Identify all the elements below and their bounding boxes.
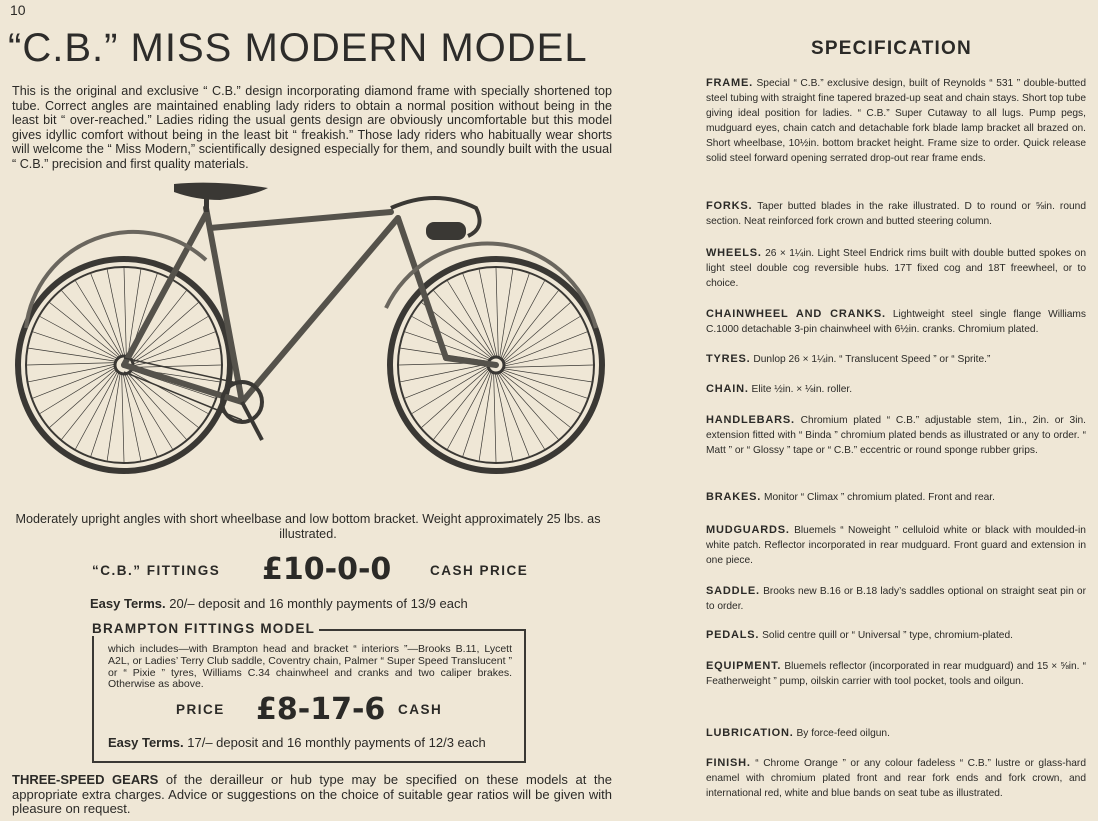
spoke [28, 348, 116, 361]
spoke [504, 365, 593, 367]
spec-text: Bluemels reflector (incorporated in rear mudguard) and 15 × ⅝in. “ Featherweight ” pump, oilskin carrier with tool pocket, tools and oilgun. [706, 661, 1086, 687]
saddle-and-bars [174, 183, 480, 240]
spoke [124, 268, 126, 357]
spoke [107, 372, 120, 460]
spec-heading: LUBRICATION. [706, 727, 794, 739]
spoke [33, 332, 118, 360]
spec-text: Lightweight steel single flange Williams C.1000 detachable 3-pin chainwheel with 6½in. cranks. Chromium plated. [706, 309, 1086, 335]
spec-text: Brooks new B.16 or B.18 lady’s saddles optional on straight seat pin or to order. [706, 586, 1086, 612]
cb-fittings-label: “C.B.” FITTINGS [92, 563, 221, 578]
spec-item-lubrication [706, 726, 1086, 741]
spoke [498, 373, 545, 449]
spoke [33, 365, 116, 398]
spoke [463, 274, 496, 357]
spoke [27, 363, 116, 365]
spec-item-wheels [706, 246, 1086, 291]
spec-heading: WHEELS. [706, 247, 762, 259]
brampton-price: £8-17-6 [256, 692, 386, 727]
spec-item-saddle [706, 584, 1086, 614]
spoke [126, 373, 173, 449]
spec-heading: SADDLE. [706, 585, 760, 597]
page-title: “C.B.” MISS MODERN MODEL [8, 26, 588, 70]
spec-item-mudguards [706, 523, 1086, 568]
spoke [479, 372, 492, 460]
spec-item-brakes [706, 490, 1086, 505]
intro-paragraph: This is the original and exclusive “ C.B.” design incorporating diamond frame with specially shortened top tube. Correct angles are maintained enabling lady riders to obtain a normal position without being in the least bit “ over-reached.” Ladies riding the usual gents design are obviously uncomfortable but this model gives idyllic comfort without being in the least bit “ freakish.” Those lady riders who habitually wear shorts will welcome the “ Miss Modern,” scientifically designed especially for them, and soundly built with the usual “ C.B.” precision and first quality materials. [12, 84, 612, 171]
mudguards [26, 232, 596, 328]
brampton-easy-terms [108, 735, 486, 750]
brampton-description: which includes—with Brampton head and bracket “ interiors ”—Brooks B.11, Lycett A2L, or Ladies’ Terry Club saddle, Coventry chain, Palmer “ Super Speed Translucent ” or “ Pixie ” tyres, Williams C.34 chainwheel and cranks and two caliper brakes. Otherwise as above. [108, 643, 512, 691]
spoke [504, 317, 580, 364]
spoke [132, 332, 215, 365]
spec-heading: FORKS. [706, 200, 753, 212]
spec-item-tyres [706, 352, 1086, 367]
spoke [504, 348, 592, 366]
easy-terms-label: Easy Terms. [90, 596, 166, 611]
cash-price-label: CASH PRICE [430, 563, 529, 578]
spoke [499, 372, 558, 439]
spoke [50, 303, 120, 359]
spec-text: Monitor “ Climax ” chromium plated. Front and rear. [763, 492, 995, 503]
spec-heading: CHAINWHEEL AND CRANKS. [706, 308, 886, 320]
spec-heading: FINISH. [706, 757, 751, 769]
spoke [463, 371, 491, 456]
spoke [50, 368, 117, 427]
spoke [479, 269, 497, 357]
spec-heading: BRAKES. [706, 491, 762, 503]
brampton-price-label: PRICE [176, 702, 225, 717]
spoke [91, 371, 119, 456]
spec-heading: EQUIPMENT. [706, 660, 782, 672]
spoke [124, 373, 157, 456]
gears-paragraph [12, 773, 612, 817]
spec-item-forks [706, 199, 1086, 229]
easy-terms-label: Easy Terms. [108, 735, 184, 750]
spec-text: Dunlop 26 × 1¼in. “ Translucent Speed ” or “ Sprite.” [753, 354, 991, 365]
spoke [496, 268, 498, 357]
spec-text: Solid centre quill or “ Universal ” type, chromium-plated. [762, 630, 1013, 641]
spoke [494, 373, 496, 462]
spoke [62, 369, 118, 439]
spec-text: 26 × 1¼in. Light Steel Endrick rims built with double butted spokes on light steel double cog reversible hubs. 17T fixed cog and 18T freewheel, or to choice. [706, 248, 1086, 289]
spec-item-finish [706, 756, 1086, 801]
spoke [107, 269, 125, 357]
spoke [496, 373, 529, 456]
spoke [91, 274, 124, 357]
spoke [448, 281, 495, 357]
spoke [123, 373, 141, 461]
easy-terms-text: 20/– deposit and 16 monthly payments of 13/9 each [165, 596, 468, 611]
spoke [500, 269, 513, 357]
spoke [400, 364, 488, 382]
specification-title: SPECIFICATION [811, 38, 972, 59]
spoke [500, 372, 570, 428]
spoke [504, 332, 587, 365]
spoke [501, 274, 529, 359]
easy-terms-text: 17/– deposit and 16 monthly payments of 12/3 each [183, 735, 486, 750]
page-number: 10 [10, 2, 26, 18]
brampton-cash-label: CASH [398, 702, 443, 717]
gears-heading: THREE-SPEED GEARS [12, 772, 159, 787]
spec-item-pedals [706, 628, 1086, 643]
spoke [502, 370, 587, 398]
spec-heading: MUDGUARDS. [706, 524, 790, 536]
illustration-caption: Moderately upright angles with short wheelbase and low bottom bracket. Weight approximately 25 lbs. as illustrated. [15, 512, 601, 541]
spoke [412, 367, 488, 414]
spec-item-chainwheel [706, 307, 1086, 337]
spoke [62, 291, 121, 358]
spoke [28, 364, 116, 382]
spoke [132, 365, 221, 367]
cb-fittings-price: £10-0-0 [262, 552, 392, 587]
spoke [122, 373, 124, 462]
brampton-title: BRAMPTON FITTINGS MODEL [92, 621, 319, 636]
spec-text: Chromium plated “ C.B.” adjustable stem, 1in., 2in. or 3in. extension fitted with “ Binda ” chromium plated bends as illustrated or any to order. “ Matt ” or “ Glossy ” tape or “ C.B.” eccentric or round sponge rubber grips. [706, 415, 1086, 456]
spoke [405, 365, 488, 398]
spec-heading: CHAIN. [706, 383, 749, 395]
cb-easy-terms [90, 596, 468, 611]
spoke [76, 281, 123, 357]
spoke [495, 373, 513, 461]
spec-item-handlebars [706, 413, 1086, 458]
spec-heading: TYRES. [706, 353, 751, 365]
spec-text: Bluemels “ Noweight ” celluloid white or black with moulded-in white patch. Reflector incorporated in rear mudguard. Front guard and extension in one piece. [706, 525, 1086, 566]
spec-text: Special “ C.B.” exclusive design, built of Reynolds “ 531 ” double-butted steel tubing with straight fine tapered brazed-up seat and chain stays. Short top tube giving ideal position for ladies. “ C.B.” Super Cutaway to all lugs. Pump pegs, mudguard eyes, chain catch and detachable fork blade lamp bracket all brazed on. Short wheelbase, 10½in. bottom bracket height. Frame size to order. Quick release solid steel forward opening serrated drop-out rear frame ends. [706, 78, 1087, 164]
gears-text: of the derailleur or hub type may be specified on these models at the appropriate extra charges. Advice or suggestions on the choice of suitable gear ratios will be given with pleasure on request. [12, 772, 612, 817]
spec-heading: HANDLEBARS. [706, 414, 795, 426]
spoke [503, 291, 559, 361]
spoke [434, 369, 490, 439]
spec-text: Taper butted blades in the rake illustrated. D to round or ⅝in. round section. Neat reinforced fork crown and butted steering column. [706, 201, 1086, 227]
spoke [40, 367, 116, 414]
bicycle-illustration [6, 178, 614, 508]
spoke [422, 368, 489, 427]
spec-heading: FRAME. [706, 77, 753, 89]
spoke [503, 303, 570, 362]
spec-item-frame [706, 76, 1086, 166]
spec-item-equipment [706, 659, 1086, 689]
spoke [503, 369, 591, 382]
spec-heading: PEDALS. [706, 629, 760, 641]
spec-text: By force-feed oilgun. [796, 728, 890, 739]
spec-item-chain [706, 382, 1086, 397]
spec-text: Elite ½in. × ⅛in. roller. [751, 384, 853, 395]
spec-text: “ Chrome Orange ” or any colour fadeless “ C.B.” lustre or glass-hard enamel with chromium plated front and rear fork ends and fork crown, and international red, white and blue bands on seat tube as illustrated. [706, 758, 1086, 799]
